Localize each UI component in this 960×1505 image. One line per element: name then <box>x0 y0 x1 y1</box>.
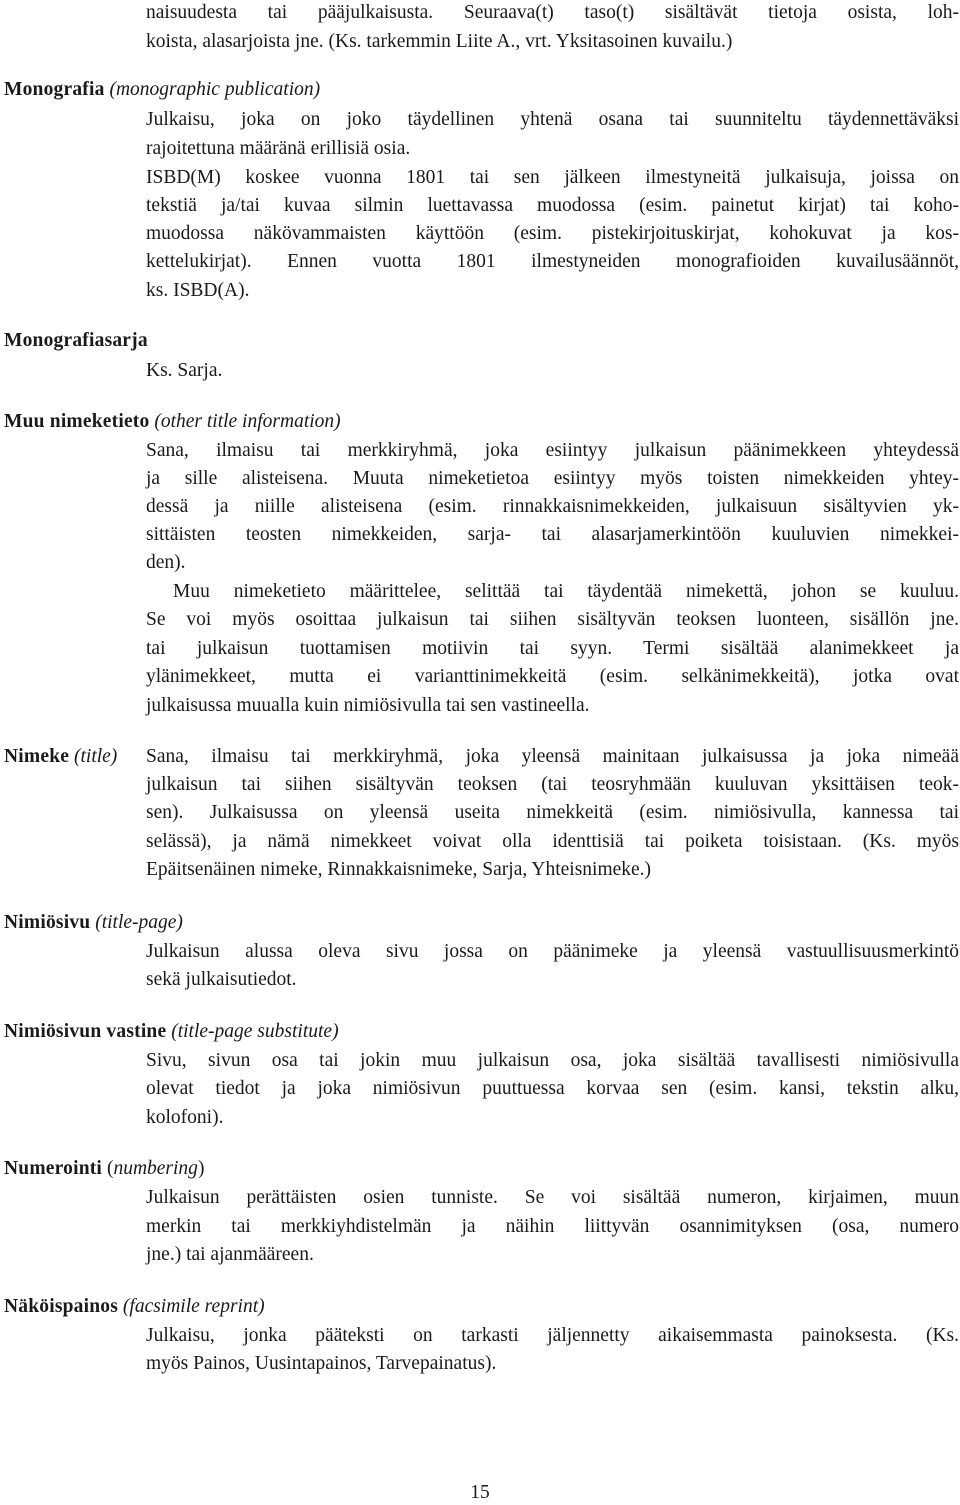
muu-nimeketieto-line-7: Se voi myös osoittaa julkaisun tai siihen sisältyvän teoksen luonteen, sisällön jne. <box>146 609 959 630</box>
monografia-line-3: ISBD(M) koskee vuonna 1801 tai sen jälkeen ilmestyneitä julkaisuja, joissa on <box>146 167 959 188</box>
monografia-line-2: rajoitettuna määränä erillisiä osia. <box>146 138 411 159</box>
monografia-line-7: ks. ISBD(A). <box>146 280 250 301</box>
nimeke-line-4: selässä), ja nämä nimekkeet voivat olla identtisiä tai poiketa toisistaan. (Ks. myös <box>146 831 959 852</box>
muu-nimeketieto-line-10: julkaisussa muualla kuin nimiösivulla tai sen vastineella. <box>146 695 590 716</box>
term-heading-monografia <box>4 78 320 102</box>
term-monografia: Monografia <box>4 79 105 100</box>
term-numerointi: Numerointi <box>4 1158 103 1179</box>
muu-nimeketieto-line-3: dessä ja niille alisteisena (esim. rinnakkaisnimekkeiden, julkaisuun sisältyvien yk- <box>146 496 959 517</box>
nimeke-line-5: Epäitsenäinen nimeke, Rinnakkaisnimeke, Sarja, Yhteisnimeke.) <box>146 859 652 880</box>
term-naoispainos: Näköispainos <box>4 1296 119 1317</box>
english-naoispainos: (facsimile reprint) <box>122 1296 265 1317</box>
muu-nimeketieto-line-6: Muu nimeketieto määrittelee, selittää tai täydentää nimekettä, johon se kuuluu. <box>173 581 959 602</box>
english-numerointi-word: numbering <box>113 1158 198 1179</box>
monografia-line-1: Julkaisu, joka on joko täydellinen yhtenä osana tai suunniteltu täydennettäväksi <box>146 109 959 130</box>
term-heading-muu-nimeketieto <box>4 410 341 434</box>
term-heading-nimeke <box>4 745 117 769</box>
naoispainos-line-1: Julkaisu, jonka pääteksti on tarkasti jäljennetty aikaisemmasta painoksesta. (Ks. <box>146 1325 959 1346</box>
monografia-line-6: kettelukirjat). Ennen vuotta 1801 ilmestyneiden monografioiden kuvailusäännöt, <box>146 251 959 272</box>
nimeke-line-1: Sana, ilmaisu tai merkkiryhmä, joka yleensä mainitaan julkaisussa ja joka nimeää <box>146 746 959 767</box>
naoispainos-line-2: myös Painos, Uusintapainos, Tarvepainatus). <box>146 1353 497 1374</box>
term-heading-monografiasarja <box>4 329 148 353</box>
nimiosivun-vastine-line-1: Sivu, sivun osa tai jokin muu julkaisun osa, joka sisältää tavallisesti nimiösivulla <box>146 1050 959 1071</box>
monografia-line-4: tekstiä ja/tai kuvaa silmin luettavassa muodossa (esim. painetut kirjat) tai koho- <box>146 195 959 216</box>
nimeke-line-2: julkaisun tai siihen sisältyvän teoksen (tai teosryhmään kuuluvan yksittäisen teok- <box>146 774 959 795</box>
nimiosivun-vastine-line-3: kolofoni). <box>146 1107 224 1128</box>
intro-line-2: koista, alasarjoista jne. (Ks. tarkemmin Liite A., vrt. Yksitasoinen kuvailu.) <box>146 31 733 52</box>
page-number: 15 <box>470 1482 490 1503</box>
english-nimeke: (title) <box>73 746 118 767</box>
nimiosivu-line-1: Julkaisun alussa oleva sivu jossa on päänimeke ja yleensä vastuullisuusmerkintö <box>146 941 959 962</box>
nimeke-line-3: sen). Julkaisussa on yleensä useita nimekkeitä (esim. nimiösivulla, kannessa tai <box>146 802 959 823</box>
numerointi-line-3: jne.) tai ajanmääreen. <box>146 1244 314 1265</box>
english-numerointi-close: ) <box>197 1158 205 1179</box>
term-nimeke: Nimeke <box>4 746 70 767</box>
term-monografiasarja: Monografiasarja <box>4 330 148 351</box>
english-nimiosivu: (title-page) <box>95 912 183 933</box>
term-heading-naoispainos <box>4 1295 265 1319</box>
term-muu-nimeketieto: Muu nimeketieto <box>4 411 150 432</box>
numerointi-line-2: merkin tai merkkiyhdistelmän ja näihin liittyvän osannimityksen (osa, numero <box>146 1216 959 1237</box>
term-heading-numerointi <box>4 1157 204 1181</box>
monografiasarja-line-1: Ks. Sarja. <box>146 360 223 381</box>
english-muu-nimeketieto: (other title information) <box>154 411 341 432</box>
english-numerointi <box>107 1158 205 1179</box>
nimiosivun-vastine-line-2: olevat tiedot ja joka nimiösivun puuttuessa korvaa sen (esim. kansi, tekstin alku, <box>146 1078 959 1099</box>
nimiosivu-line-2: sekä julkaisutiedot. <box>146 969 297 990</box>
muu-nimeketieto-line-9: ylänimekkeet, mutta ei varianttinimekkeitä (esim. selkänimekkeitä), jotka ovat <box>146 666 959 687</box>
intro-line-1: naisuudesta tai pääjulkaisusta. Seuraava(t) taso(t) sisältävät tietoja osista, loh- <box>146 2 959 23</box>
monografia-line-5: muodossa näkövammaisten käyttöön (esim. pistekirjoituskirjat, kohokuvat ja kos- <box>146 223 959 244</box>
term-nimiosivun-vastine: Nimiösivun vastine <box>4 1021 167 1042</box>
muu-nimeketieto-line-5: den). <box>146 552 186 573</box>
english-monografia: (monographic publication) <box>109 79 321 100</box>
muu-nimeketieto-line-1: Sana, ilmaisu tai merkkiryhmä, joka esiintyy julkaisun päänimekkeen yhteydessä <box>146 440 959 461</box>
term-heading-nimiosivun-vastine <box>4 1020 339 1044</box>
numerointi-line-1: Julkaisun perättäisten osien tunniste. Se voi sisältää numeron, kirjaimen, muun <box>146 1187 959 1208</box>
term-heading-nimiosivu <box>4 911 183 935</box>
term-nimiosivu: Nimiösivu <box>4 912 91 933</box>
english-nimiosivun-vastine: (title-page substitute) <box>171 1021 339 1042</box>
muu-nimeketieto-line-8: tai julkaisun tuottamisen motiivin tai syyn. Termi sisältää alanimekkeet ja <box>146 638 959 659</box>
muu-nimeketieto-line-4: sittäisten teosten nimekkeiden, sarja- tai alasarjamerkintöön kuuluvien nimekkei- <box>146 524 959 545</box>
muu-nimeketieto-line-2: ja sille alisteisena. Muuta nimeketietoa esiintyy myös toisten nimekkeiden yhtey- <box>146 468 959 489</box>
english-numerointi-open: ( <box>106 1158 114 1179</box>
